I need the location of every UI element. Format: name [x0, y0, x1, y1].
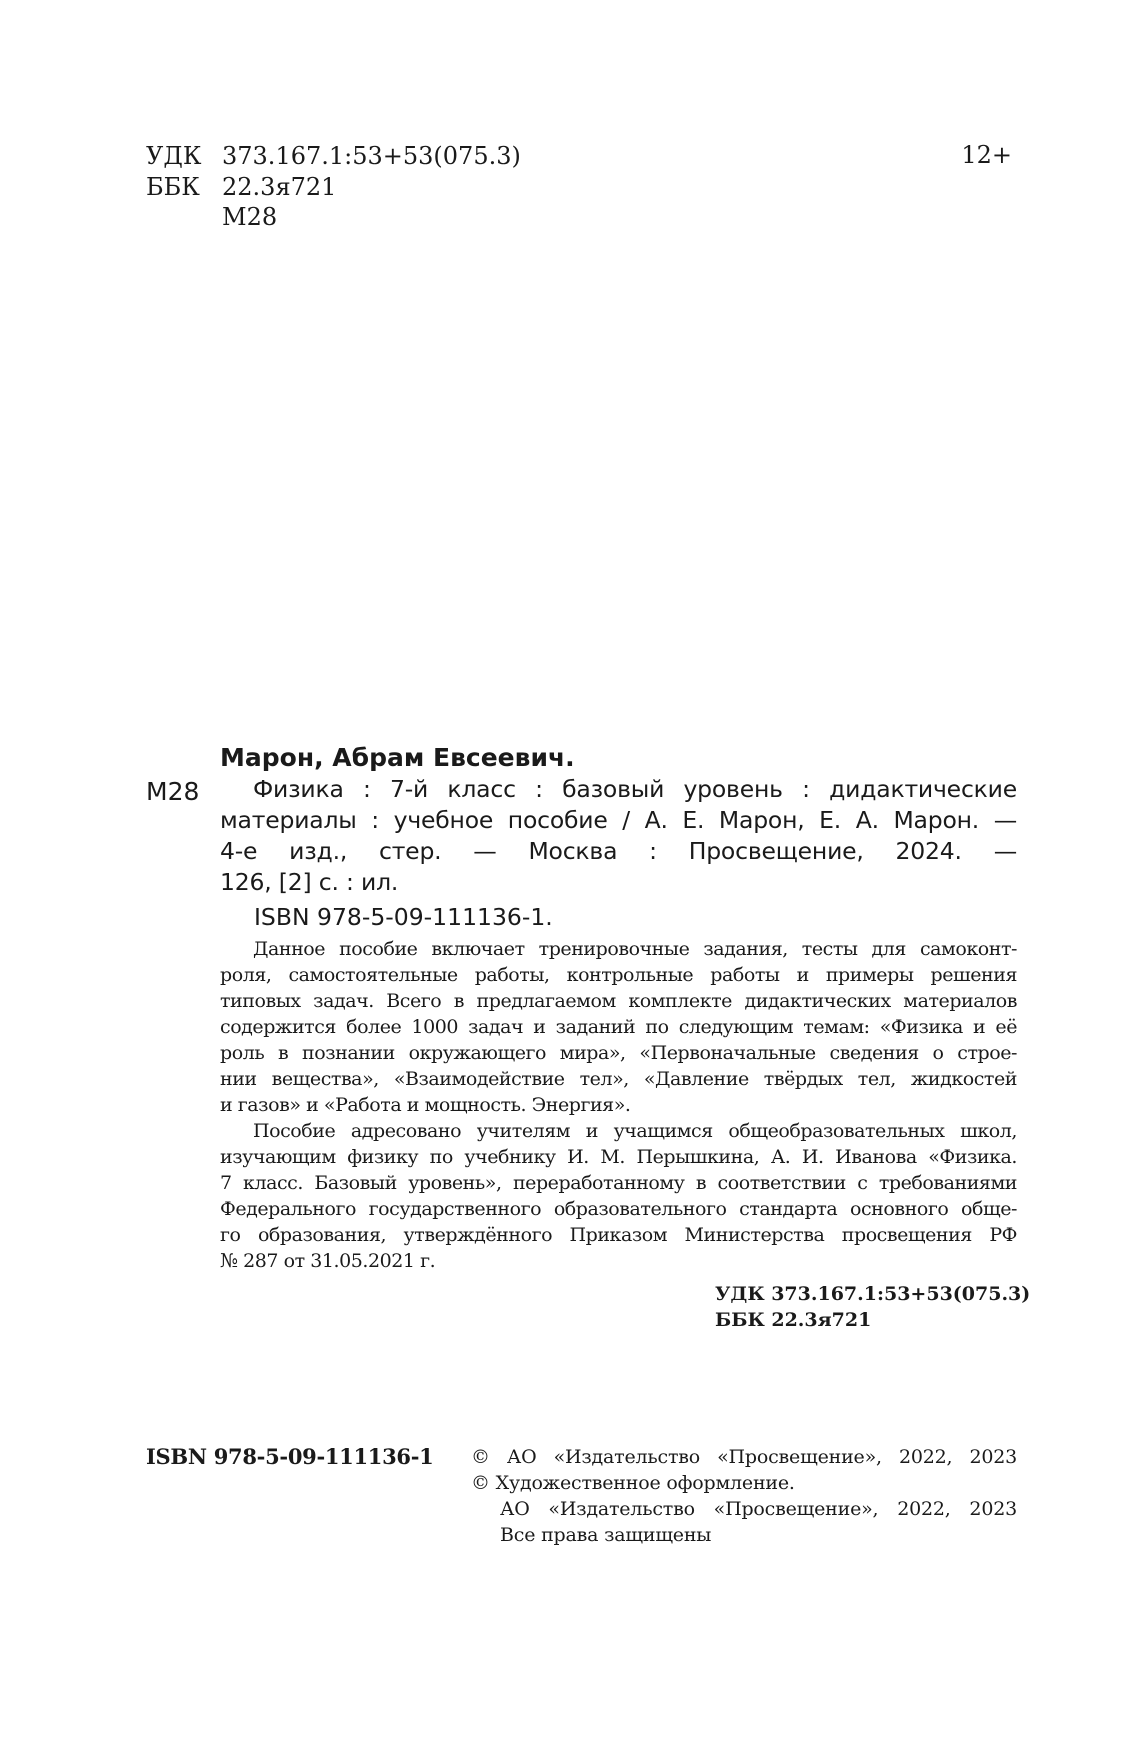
- record-line: Физика : 7-й класс : базовый уровень : дидактические: [253, 775, 1017, 803]
- index-bbk: ББК 22.3я721: [715, 1309, 872, 1331]
- annotation-line: 7 класс. Базовый уровень», переработанному в соответствии с требованиями: [220, 1172, 1017, 1194]
- record-line: 126, [2] с. : ил.: [220, 868, 399, 896]
- bbk-value: 22.3я721: [222, 173, 337, 201]
- record-line: 4-е изд., стер. — Москва : Просвещение, 2024. —: [220, 837, 1017, 865]
- footer-isbn: ISBN 978-5-09-111136-1: [146, 1444, 434, 1469]
- record-isbn: ISBN 978-5-09-111136-1.: [254, 903, 553, 931]
- udk-value: 373.167.1:53+53(075.3): [222, 142, 521, 170]
- copyright-line: АО «Издательство «Просвещение», 2022, 2023: [500, 1498, 1017, 1520]
- annotation-line: изучающим физику по учебнику И. М. Перышкина, А. И. Иванова «Физика.: [220, 1146, 1017, 1168]
- copyright-line: Все права защищены: [500, 1524, 712, 1546]
- author-mark: М28: [222, 203, 278, 231]
- annotation-line: Федерального государственного образовательного стандарта основного обще-: [220, 1198, 1017, 1220]
- annotation-line: роля, самостоятельные работы, контрольные работы и примеры решения: [220, 964, 1017, 986]
- annotation-line: № 287 от 31.05.2021 г.: [220, 1250, 436, 1272]
- copyright-line: © Художественное оформление.: [471, 1472, 795, 1494]
- bbk-label: ББК: [146, 173, 200, 201]
- index-udk: УДК 373.167.1:53+53(075.3): [715, 1283, 1031, 1305]
- annotation-line: Данное пособие включает тренировочные задания, тесты для самоконт-: [253, 938, 1017, 960]
- annotation-line: и газов» и «Работа и мощность. Энергия».: [220, 1094, 631, 1116]
- annotation-line: Пособие адресовано учителям и учащимся общеобразовательных школ,: [253, 1120, 1017, 1142]
- udk-label: УДК: [146, 142, 202, 170]
- annotation-line: типовых задач. Всего в предлагаемом комплекте дидактических материалов: [220, 990, 1017, 1012]
- udk-code-line: [146, 141, 521, 171]
- annotation-line: содержится более 1000 задач и заданий по следующим темам: «Физика и её: [220, 1016, 1017, 1038]
- record-author-mark: М28: [146, 777, 200, 806]
- author-heading: Марон, Абрам Евсеевич.: [220, 743, 575, 772]
- annotation-line: роль в познании окружающего мира», «Первоначальные сведения о строе-: [220, 1042, 1017, 1064]
- copyright-line: © АО «Издательство «Просвещение», 2022, 2023: [471, 1446, 1017, 1468]
- age-rating: 12+: [961, 141, 1012, 169]
- bbk-code-line: [146, 172, 336, 202]
- annotation-line: го образования, утверждённого Приказом Министерства просвещения РФ: [220, 1224, 1017, 1246]
- annotation-line: нии вещества», «Взаимодействие тел», «Давление твёрдых тел, жидкостей: [220, 1068, 1017, 1090]
- record-line: материалы : учебное пособие / А. Е. Марон, Е. А. Марон. —: [220, 806, 1017, 834]
